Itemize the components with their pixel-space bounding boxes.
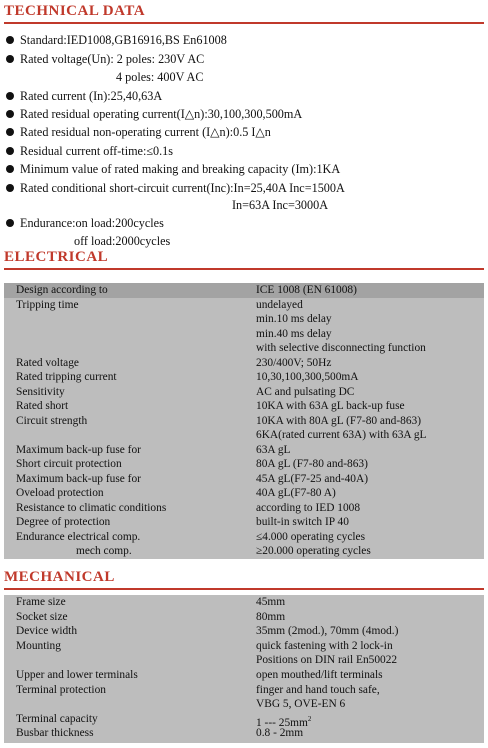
- bullet-residual-operating: Rated residual operating current(I△n):30,100,300,500mA: [6, 106, 302, 122]
- spec-label: Tripping time: [16, 298, 79, 311]
- bullet-short-circuit-cont: In=63A Inc=3000A: [232, 198, 328, 212]
- spec-label: Maximum back-up fuse for: [16, 472, 141, 485]
- spec-value: ICE 1008 (EN 61008): [256, 284, 357, 296]
- spec-value: 10,30,100,300,500mA: [256, 371, 359, 383]
- electrical-rule: [4, 268, 484, 270]
- spec-label: Maximum back-up fuse for: [16, 443, 141, 456]
- bullet-icon: [6, 147, 14, 155]
- bullet-icon: [6, 219, 14, 227]
- spec-label: Resistance to climatic conditions: [16, 501, 167, 514]
- bullet-icon: [6, 92, 14, 100]
- spec-value: ≤4.000 operating cycles: [256, 530, 366, 543]
- mechanical-table: [4, 595, 484, 743]
- spec-value: 1 --- $25mm^2$: [256, 714, 312, 729]
- spec-value: 10KA with 80A gL (F7-80 and-863): [256, 414, 422, 427]
- table-row: [4, 726, 484, 741]
- spec-label: Design according to: [16, 284, 108, 296]
- table-row: [4, 298, 484, 313]
- spec-value: 45mm: [256, 596, 286, 608]
- spec-label: Circuit strength: [16, 414, 88, 427]
- spec-value: 63A gL: [256, 443, 291, 456]
- table-row: [4, 312, 484, 327]
- spec-value: 80A gL (F7-80 and-863): [256, 458, 368, 470]
- bullet-endurance: Endurance:on load:200cycles: [6, 215, 164, 231]
- bullet-rated-voltage-cont: 4 poles: 400V AC: [116, 70, 204, 84]
- spec-value: 45A gL(F7-25 and-40A): [256, 472, 368, 485]
- bullet-residual-non-operating: Rated residual non-operating current (I△n):0.5 I△n: [6, 124, 271, 140]
- bullet-standard: Standard:IED1008,GB16916,BS En61008: [6, 32, 227, 48]
- table-row: [4, 624, 484, 639]
- spec-label: Terminal capacity: [16, 712, 98, 725]
- bullet-off-time: Residual current off-time:≤0.1s: [6, 143, 173, 159]
- spec-label: Socket size: [16, 610, 68, 623]
- spec-value: min.40 ms delay: [256, 327, 332, 340]
- bullet-rated-current: Rated current (In):25,40,63A: [6, 88, 162, 104]
- bullet-icon: [6, 36, 14, 44]
- table-row: [4, 501, 484, 516]
- spec-value: finger and hand touch safe,: [256, 683, 380, 696]
- spec-value: quick fastening with 2 lock-in: [256, 639, 393, 652]
- bullet-icon: [6, 128, 14, 136]
- electrical-title: ELECTRICAL: [4, 249, 109, 265]
- table-row: [4, 443, 484, 458]
- table-row: [4, 414, 484, 429]
- bullet-rated-voltage: Rated voltage(Un): 2 poles: 230V AC: [6, 51, 204, 67]
- bullet-short-circuit: Rated conditional short-circuit current(Inc):In=25,40A Inc=1500A: [6, 180, 345, 196]
- table-row: [4, 697, 484, 712]
- table-row: [4, 370, 484, 385]
- spec-value: built-in switch IP 40: [256, 516, 349, 528]
- table-row: [4, 544, 484, 559]
- bullet-icon: [6, 55, 14, 63]
- spec-value: min.10 ms delay: [256, 313, 332, 325]
- spec-value: Positions on DIN rail En50022: [256, 654, 398, 667]
- spec-value: 10KA with 63A gL back-up fuse: [256, 400, 405, 412]
- spec-label: Terminal protection: [16, 683, 106, 696]
- spec-value: VBG 5, OVE-EN 6: [256, 698, 346, 711]
- bullet-icon: [6, 184, 14, 192]
- table-row: [4, 428, 484, 443]
- table-row: [4, 472, 484, 487]
- table-row: [4, 668, 484, 683]
- table-row: [4, 595, 484, 610]
- table-row: [4, 515, 484, 530]
- electrical-table: [4, 283, 484, 559]
- spec-label: Upper and lower terminals: [16, 669, 138, 681]
- table-row: [4, 399, 484, 414]
- spec-label: mech comp.: [76, 545, 132, 557]
- bullet-endurance-cont: off load:2000cycles: [74, 234, 171, 248]
- superscript-2: 2: [307, 714, 312, 723]
- spec-label: Rated voltage: [16, 356, 79, 369]
- spec-value: according to IED 1008: [256, 501, 361, 514]
- spec-value: 80mm: [256, 610, 286, 623]
- spec-value: open mouthed/lift terminals: [256, 669, 383, 681]
- table-row: [4, 530, 484, 545]
- spec-value: AC and pulsating DC: [256, 385, 355, 398]
- technical-rule: [4, 22, 484, 24]
- table-row: [4, 610, 484, 625]
- table-row: [4, 457, 484, 472]
- technical-data-title: TECHNICAL DATA: [4, 3, 146, 19]
- table-row: [4, 283, 484, 298]
- table-row: [4, 653, 484, 668]
- bullet-icon: [6, 110, 14, 118]
- spec-value: undelayed: [256, 298, 303, 311]
- table-row: [4, 683, 484, 698]
- bullet-making-breaking: Minimum value of rated making and breaking capacity (Im):1KA: [6, 161, 340, 177]
- spec-value: 0.8 - 2mm: [256, 727, 304, 740]
- table-row: [4, 486, 484, 501]
- spec-label: Endurance electrical comp.: [16, 530, 141, 543]
- spec-label: Short circuit protection: [16, 458, 122, 470]
- mechanical-title: MECHANICAL: [4, 569, 115, 585]
- spec-label: Busbar thickness: [16, 727, 94, 740]
- spec-label: Degree of protection: [16, 516, 111, 528]
- spec-label: Oveload protection: [16, 487, 104, 499]
- spec-value: ≥20.000 operating cycles: [256, 545, 371, 557]
- spec-value: 230/400V; 50Hz: [256, 356, 332, 369]
- table-row: [4, 385, 484, 400]
- spec-label: Sensitivity: [16, 385, 65, 398]
- table-row: [4, 639, 484, 654]
- spec-label: Rated short: [16, 400, 69, 412]
- table-row: [4, 712, 484, 727]
- spec-label: Device width: [16, 625, 78, 638]
- spec-label: Rated tripping current: [16, 371, 117, 383]
- spec-value: 35mm (2mod.), 70mm (4mod.): [256, 625, 399, 638]
- spec-value: with selective disconnecting function: [256, 342, 426, 354]
- spec-label: Frame size: [16, 596, 66, 608]
- spec-label: Mounting: [16, 639, 61, 652]
- bullet-icon: [6, 165, 14, 173]
- spec-value: 6KA(rated current 63A) with 63A gL: [256, 429, 427, 441]
- table-row: [4, 341, 484, 356]
- table-row: [4, 327, 484, 342]
- spec-value: 40A gL(F7-80 A): [256, 487, 336, 499]
- table-row: [4, 356, 484, 371]
- mechanical-rule: [4, 588, 484, 590]
